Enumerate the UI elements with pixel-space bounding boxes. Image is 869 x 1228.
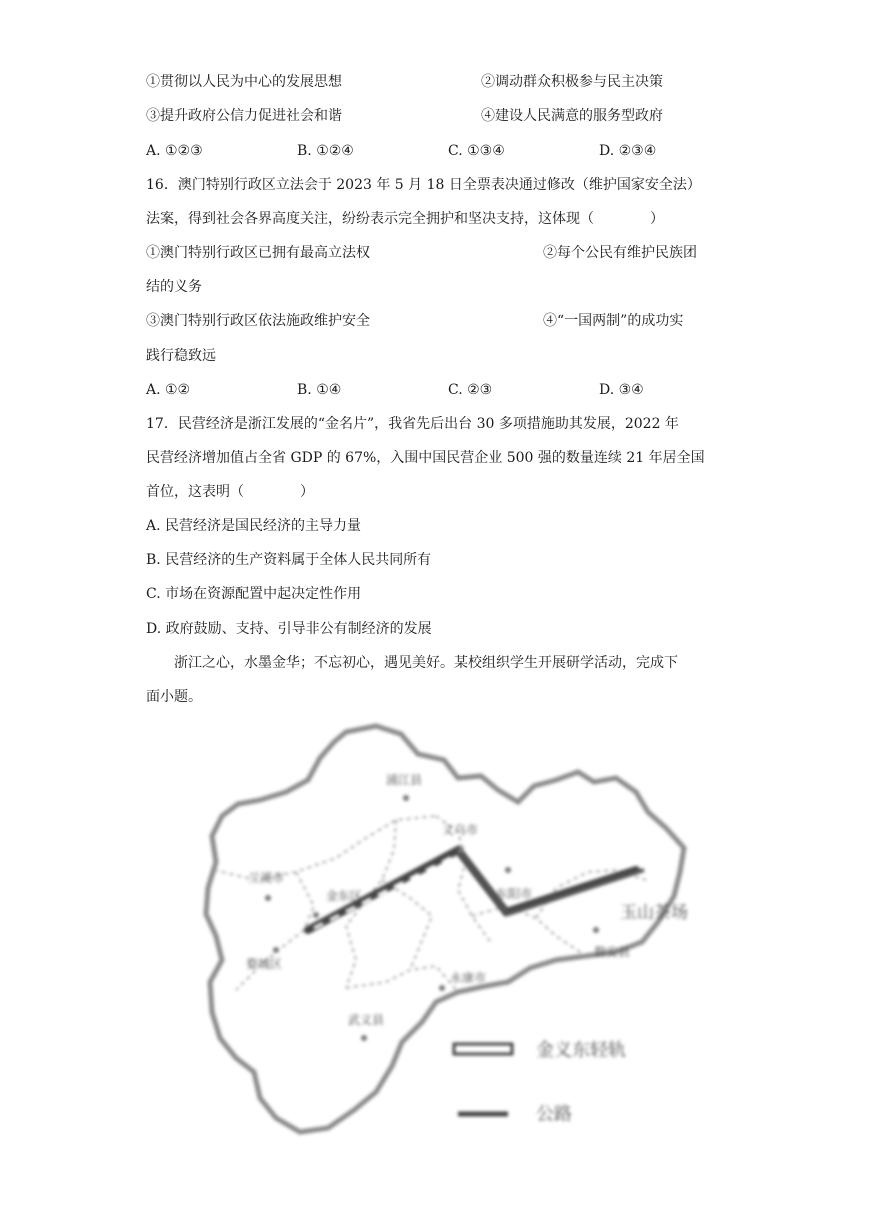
map-label-dongyang: 东阳市 bbox=[496, 887, 533, 901]
jinhua-map bbox=[196, 720, 696, 1140]
q17-option-c: C. 市场在资源配置中起决定性作用 bbox=[146, 586, 362, 602]
legend-rail-label: 金义东轻轨 bbox=[536, 1040, 626, 1061]
q16-item-4-cont: 践行稳致远 bbox=[146, 348, 216, 364]
q17-stem-line-1: 17．民营经济是浙江发展的“金名片”，我省先后出台 30 多项措施助其发展，2022 年 bbox=[146, 416, 679, 432]
q17-stem-line-3: 首位，这表明（ ） bbox=[146, 484, 314, 500]
map-label-panan: 磐安县 bbox=[594, 945, 631, 959]
q16-option-d: D. ③④ bbox=[599, 382, 644, 398]
map-legend bbox=[454, 1040, 626, 1125]
q16-option-c: C. ②③ bbox=[448, 382, 493, 398]
q16-item-1: ①澳门特别行政区已拥有最高立法权 bbox=[146, 245, 370, 261]
q15-item-2: ②调动群众积极参与民主决策 bbox=[481, 74, 663, 90]
q15-item-4: ④建设人民满意的服务型政府 bbox=[481, 108, 663, 124]
q16-item-2-cont: 结的义务 bbox=[146, 279, 202, 295]
q15-item-1: ①贯彻以人民为中心的发展思想 bbox=[146, 74, 342, 90]
map-svg bbox=[196, 720, 696, 1140]
q16-item-2: ②每个公民有维护民族团 bbox=[543, 245, 697, 261]
q15-option-d: D. ②③④ bbox=[599, 143, 657, 159]
q16-stem-line-1: 16．澳门特别行政区立法会于 2023 年 5 月 18 日全票表决通过修改（维护国家安全法） bbox=[146, 177, 701, 193]
q16-option-a: A. ①② bbox=[146, 382, 191, 398]
map-label-yushan: 玉山茶场 bbox=[620, 903, 688, 923]
q16-stem-line-2: 法案，得到社会各界高度关注，纷纷表示完全拥护和坚决支持，这体现（ ） bbox=[146, 211, 664, 227]
q17-stem-line-2: 民营经济增加值占全省 GDP 的 67%，入围中国民营企业 500 强的数量连续 21 年居全国 bbox=[146, 450, 705, 466]
q15-option-b: B. ①②④ bbox=[297, 143, 354, 159]
q17-option-a: A. 民营经济是国民经济的主导力量 bbox=[146, 518, 362, 534]
q17-option-b: B. 民营经济的生产资料属于全体人民共同所有 bbox=[146, 552, 432, 568]
map-boundary bbox=[206, 726, 684, 1132]
q16-item-4: ④“一国两制”的成功实 bbox=[543, 313, 684, 329]
q16-option-b: B. ①④ bbox=[297, 382, 342, 398]
q15-option-a: A. ①②③ bbox=[146, 143, 203, 159]
intro-line-2: 面小题。 bbox=[146, 689, 202, 705]
map-label-wuyi: 武义县 bbox=[348, 1013, 385, 1027]
q17-option-d: D. 政府鼓励、支持、引导非公有制经济的发展 bbox=[146, 621, 432, 637]
legend-rail-swatch bbox=[454, 1044, 512, 1054]
map-label-yongkang: 永康市 bbox=[450, 971, 487, 985]
map-label-jindong: 金东区 bbox=[326, 889, 363, 903]
legend-road-label: 公路 bbox=[536, 1104, 572, 1125]
map-label-wucheng: 婺城区 bbox=[246, 957, 283, 971]
map-label-yiwu: 义乌市 bbox=[442, 823, 479, 837]
intro-line-1: 浙江之心，水墨金华；不忘初心，遇见美好。某校组织学生开展研学活动，完成下 bbox=[174, 655, 678, 671]
q15-item-3: ③提升政府公信力促进社会和谐 bbox=[146, 108, 342, 124]
q15-option-c: C. ①③④ bbox=[448, 143, 505, 159]
q16-item-3: ③澳门特别行政区依法施政维护安全 bbox=[146, 313, 370, 329]
map-label-pujiang: 浦江县 bbox=[386, 773, 423, 787]
map-label-lanxi: 兰溪市 bbox=[248, 871, 285, 885]
